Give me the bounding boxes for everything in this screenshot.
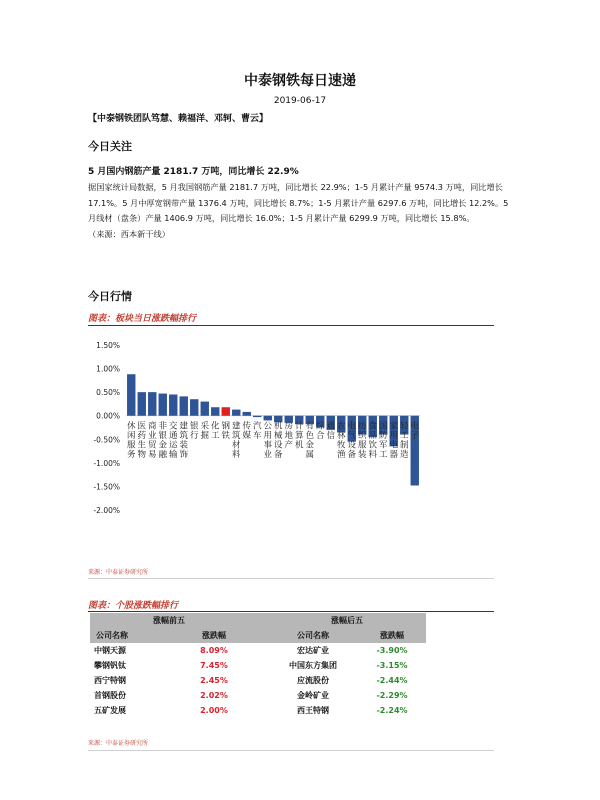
table-column-header [90,628,426,643]
table-row [90,658,426,673]
section-title-market: 今日行情 [88,290,132,303]
y-tick-label: 1.50% [96,341,120,350]
table-row [90,688,426,703]
category-label: 食品饮料 [368,421,378,461]
category-label: 电气设备 [347,421,357,461]
top-change: 2.02% [200,691,228,700]
bottom-change: -3.90% [376,646,408,655]
category-label: 银行 [189,421,199,442]
bar-7 [201,402,209,416]
y-tick-label: -2.00% [93,506,120,515]
section-title-today-focus: 今日关注 [88,140,132,153]
top-change: 2.45% [200,676,228,685]
category-label: 建筑材料 [231,421,241,461]
top-company: 五矿发展 [94,706,126,715]
category-label: 综合 [315,421,325,442]
column-company: 公司名称 [90,628,180,643]
column-change: 涨跌幅 [358,628,426,643]
bar-8 [211,407,219,415]
category-label: 家用电器 [389,421,399,461]
bar-10 [232,410,240,416]
bar-5 [180,396,188,415]
top-change: 7.45% [200,661,228,670]
top-change: 8.09% [200,646,228,655]
document-date: 2019-06-17 [273,96,327,106]
category-label: 钢铁 [221,421,231,442]
top-company: 中钢天源 [94,646,126,655]
bar-4 [169,395,177,416]
document-title: 中泰钢铁每日速递 [244,73,356,89]
category-label: 通信 [326,421,336,442]
figure-bottom-divider [88,750,494,751]
category-label: 农林牧渔 [336,421,346,461]
category-label: 汽车 [252,421,262,442]
category-label: 化工 [210,421,220,442]
bar-12 [253,416,261,417]
table-row [90,703,426,718]
category-label: 商业贸易 [147,421,157,461]
table-group-header [90,613,426,628]
bar-11 [243,412,251,416]
bar-13 [264,416,272,421]
bottom-company: 西王特钢 [297,706,329,715]
y-tick-label: 0.00% [96,411,120,421]
bar-9 [222,407,230,415]
news-source: （来源：西本新干线） [88,228,170,239]
category-label: 交通运输 [168,421,178,461]
top-company: 首钢股份 [94,691,126,700]
bottom-company: 中国东方集团 [289,661,337,670]
bottom-company: 金岭矿业 [297,691,329,700]
team-names: 【中泰钢铁团队笃慧、赖福洋、邓轲、曹云】 [88,114,269,124]
category-label: 休闲服务 [126,421,136,461]
top-five-header: 涨幅前五 [90,613,248,628]
category-label: 机械设备 [273,421,283,461]
category-label: 建筑装饰 [179,421,189,461]
category-label: 电子 [410,421,420,442]
sector-bar-chart [88,335,428,520]
y-tick-label: 0.50% [96,388,120,398]
stock-ranking-table [90,613,426,718]
column-change: 涨跌幅 [180,628,248,643]
category-label: 非银金融 [158,421,168,461]
figure-title-stocks: 图表：个股涨跌幅排行 [88,601,179,611]
y-tick-label: 1.00% [96,364,120,374]
figure-title-sector: 图表：板块当日涨跌幅排行 [88,314,197,324]
figure-source-sector: 来源：中泰证券研究所 [88,569,149,576]
y-tick-label: -1.50% [93,482,120,492]
top-change: 2.00% [200,706,228,715]
bar-2 [148,392,156,416]
table-row [90,673,426,688]
table-row [90,643,426,658]
category-label: 国防军工 [378,421,388,461]
news-body-text: 据国家统计局数据，5 月我国钢筋产量 2181.7 万吨，同比增长 22.9%；1-5 月累计产量 9574.3 万吨，同比增长 17.1%。5 月中厚宽钢带产量 1376.4 万吨，同比增长 8.7%；1-5 月累计产量 6297.6 万吨，同比增长 12.2%。5 月线材（盘条）产量 1406.9 万吨，同比增长 16.0%；1-5 月累计产量 6299.9 万吨，同比增长 15.8%。 [88,182,509,223]
category-label: 医药生物 [137,421,147,461]
bottom-change: -3.15% [376,661,408,670]
bar-1 [138,392,146,416]
bottom-change: -2.44% [376,676,408,685]
bar-3 [159,394,167,416]
category-label: 公用事业 [263,421,273,461]
category-label: 有色金属 [305,421,315,461]
top-company: 西宁特钢 [94,676,126,685]
bottom-change: -2.24% [376,706,408,715]
bottom-company: 应流股份 [297,676,329,685]
y-tick-label: -0.50% [93,435,120,445]
bar-6 [190,399,198,416]
news-body [88,180,518,242]
bottom-change: -2.29% [376,691,408,700]
column-company: 公司名称 [268,628,358,643]
top-company: 攀钢钒钛 [94,661,126,670]
news-headline: 5 月国内钢筋产量 2181.7 万吨，同比增长 22.9% [88,167,299,177]
figure-divider [88,325,494,326]
bar-0 [127,374,135,415]
figure-bottom-divider [88,578,494,579]
y-tick-label: -1.00% [93,458,120,468]
figure-source-stocks: 来源：中泰证券研究所 [88,740,149,747]
bottom-five-header: 涨幅后五 [268,613,426,628]
figure-divider [88,611,494,612]
bottom-company: 宏达矿业 [297,646,329,655]
category-label: 计算机 [294,421,304,451]
category-label: 传媒 [242,421,252,442]
category-label: 房地产 [284,421,294,451]
category-label: 纺织服装 [357,421,367,461]
category-label: 采掘 [200,421,210,442]
category-label: 轻工制造 [399,421,409,461]
